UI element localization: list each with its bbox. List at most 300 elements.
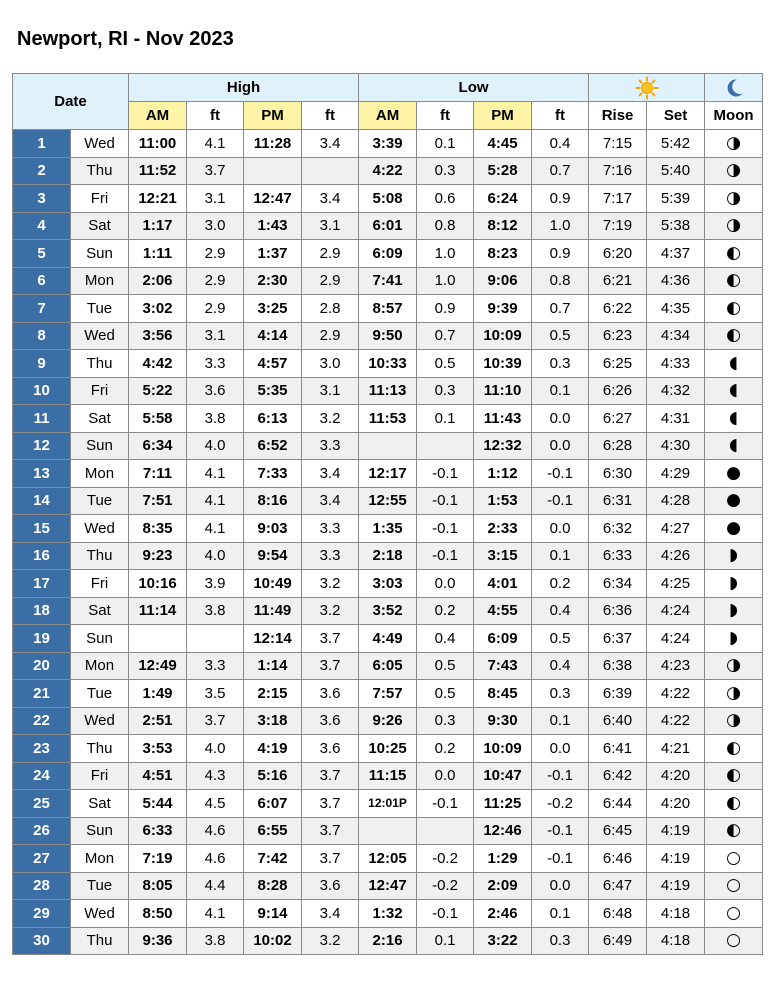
high-pm-time: 9:03 <box>244 515 302 543</box>
day-of-week: Wed <box>71 900 129 928</box>
sunrise-time: 6:38 <box>589 652 647 680</box>
high-pm-time: 11:28 <box>244 130 302 158</box>
high-am-time: 8:35 <box>129 515 187 543</box>
moon-phase-icon <box>705 130 763 158</box>
sunrise-header: Rise <box>589 102 647 130</box>
table-row <box>13 872 763 900</box>
moon-phase-glyph: ◐ <box>726 737 741 758</box>
high-am-time: 2:51 <box>129 707 187 735</box>
low-am-time: 2:16 <box>359 927 417 955</box>
table-row <box>13 515 763 543</box>
day-of-week: Tue <box>71 295 129 323</box>
moon-phase-glyph: ◐ <box>726 325 741 346</box>
low-am-height <box>417 817 474 845</box>
low-am-height: 0.5 <box>417 680 474 708</box>
day-of-week: Sat <box>71 212 129 240</box>
high-pm-height: 3.2 <box>302 405 359 433</box>
low-pm-time: 11:25 <box>474 790 532 818</box>
moon-phase-icon <box>705 817 763 845</box>
low-pm-time: 6:09 <box>474 625 532 653</box>
high-am-time: 11:00 <box>129 130 187 158</box>
sunset-time: 4:26 <box>647 542 705 570</box>
high-am-time: 1:49 <box>129 680 187 708</box>
high-pm-time: 7:33 <box>244 460 302 488</box>
low-pm-time: 8:45 <box>474 680 532 708</box>
high-am-time: 6:33 <box>129 817 187 845</box>
day-of-week: Sat <box>71 790 129 818</box>
high-am-height: 3.9 <box>187 570 244 598</box>
day-of-week: Sun <box>71 817 129 845</box>
table-row <box>13 322 763 350</box>
high-pm-height: 3.2 <box>302 927 359 955</box>
sunset-time: 5:40 <box>647 157 705 185</box>
high-am-time: 1:11 <box>129 240 187 268</box>
high-am-height: 3.8 <box>187 405 244 433</box>
low-pm-ft-header: ft <box>532 102 589 130</box>
table-row <box>13 597 763 625</box>
table-row <box>13 157 763 185</box>
day-number: 14 <box>13 487 71 515</box>
high-pm-height: 3.2 <box>302 570 359 598</box>
high-am-time: 12:21 <box>129 185 187 213</box>
sunrise-time: 6:37 <box>589 625 647 653</box>
moon-phase-glyph: ◖ <box>729 407 739 428</box>
table-row <box>13 652 763 680</box>
high-am-height: 4.1 <box>187 460 244 488</box>
high-pm-time: 9:14 <box>244 900 302 928</box>
low-pm-time: 11:43 <box>474 405 532 433</box>
moon-phase-glyph: ◗ <box>729 600 739 621</box>
low-pm-height: -0.1 <box>532 762 589 790</box>
low-am-time: 10:25 <box>359 735 417 763</box>
low-pm-height: 0.3 <box>532 927 589 955</box>
day-number: 6 <box>13 267 71 295</box>
low-am-time: 10:33 <box>359 350 417 378</box>
sunrise-time: 6:42 <box>589 762 647 790</box>
moon-phase-icon <box>705 212 763 240</box>
low-am-time: 5:08 <box>359 185 417 213</box>
moon-phase-glyph: ◐ <box>726 297 741 318</box>
high-am-time: 2:06 <box>129 267 187 295</box>
sunset-time: 4:20 <box>647 762 705 790</box>
sunrise-time: 6:44 <box>589 790 647 818</box>
table-row <box>13 130 763 158</box>
low-pm-time: 6:24 <box>474 185 532 213</box>
day-number: 26 <box>13 817 71 845</box>
sunrise-time: 6:34 <box>589 570 647 598</box>
high-pm-height: 2.8 <box>302 295 359 323</box>
sunset-time: 4:19 <box>647 845 705 873</box>
sun-icon <box>635 76 659 100</box>
low-pm-time: 12:32 <box>474 432 532 460</box>
low-pm-time: 1:29 <box>474 845 532 873</box>
moon-phase-glyph: ◑ <box>726 132 741 153</box>
low-am-height: 0.8 <box>417 212 474 240</box>
high-am-header: AM <box>129 102 187 130</box>
sunrise-time: 7:19 <box>589 212 647 240</box>
high-pm-height: 3.3 <box>302 542 359 570</box>
sunrise-time: 7:16 <box>589 157 647 185</box>
low-pm-time: 2:33 <box>474 515 532 543</box>
day-number: 15 <box>13 515 71 543</box>
low-am-time: 9:50 <box>359 322 417 350</box>
high-am-height: 3.5 <box>187 680 244 708</box>
sunset-time: 4:32 <box>647 377 705 405</box>
low-pm-time: 4:01 <box>474 570 532 598</box>
low-am-height: -0.1 <box>417 515 474 543</box>
low-pm-height: 0.3 <box>532 350 589 378</box>
table-row <box>13 377 763 405</box>
low-am-height: -0.2 <box>417 872 474 900</box>
low-pm-height: -0.1 <box>532 460 589 488</box>
day-number: 2 <box>13 157 71 185</box>
low-pm-height: 0.0 <box>532 405 589 433</box>
table-row <box>13 680 763 708</box>
day-of-week: Thu <box>71 350 129 378</box>
moon-phase-glyph: ◑ <box>726 710 741 731</box>
day-of-week: Mon <box>71 652 129 680</box>
low-am-height: -0.1 <box>417 790 474 818</box>
day-of-week: Fri <box>71 570 129 598</box>
table-row <box>13 432 763 460</box>
moon-phase-glyph: ◖ <box>729 352 739 373</box>
low-am-height: 0.3 <box>417 707 474 735</box>
tide-table-body <box>13 130 763 955</box>
sunrise-time: 6:22 <box>589 295 647 323</box>
high-pm-time: 2:30 <box>244 267 302 295</box>
day-number: 18 <box>13 597 71 625</box>
moon-phase-glyph: ◐ <box>726 242 741 263</box>
high-pm-height: 3.6 <box>302 872 359 900</box>
low-am-height: 0.6 <box>417 185 474 213</box>
low-am-height: -0.1 <box>417 460 474 488</box>
day-of-week: Thu <box>71 542 129 570</box>
moon-phase-icon <box>705 680 763 708</box>
low-am-height: 0.1 <box>417 130 474 158</box>
day-of-week: Thu <box>71 157 129 185</box>
table-row <box>13 817 763 845</box>
day-number: 22 <box>13 707 71 735</box>
high-am-height: 3.6 <box>187 377 244 405</box>
low-pm-height: 0.7 <box>532 295 589 323</box>
moon-phase-icon <box>705 900 763 928</box>
low-pm-height: 0.3 <box>532 680 589 708</box>
high-pm-time: 10:02 <box>244 927 302 955</box>
high-am-time: 9:36 <box>129 927 187 955</box>
moon-phase-icon <box>705 487 763 515</box>
low-pm-time: 9:30 <box>474 707 532 735</box>
high-pm-time: 2:15 <box>244 680 302 708</box>
day-of-week: Wed <box>71 130 129 158</box>
high-pm-height: 3.6 <box>302 707 359 735</box>
high-am-height: 3.3 <box>187 652 244 680</box>
date-header: Date <box>13 74 129 130</box>
table-row <box>13 240 763 268</box>
sunset-header: Set <box>647 102 705 130</box>
table-row <box>13 762 763 790</box>
high-pm-time: 12:14 <box>244 625 302 653</box>
high-pm-header: PM <box>244 102 302 130</box>
high-pm-time: 3:18 <box>244 707 302 735</box>
moon-phase-glyph: ◐ <box>726 820 741 841</box>
moon-phase-icon <box>705 240 763 268</box>
low-pm-height: 0.5 <box>532 322 589 350</box>
day-of-week: Fri <box>71 377 129 405</box>
moon-phase-icon <box>705 377 763 405</box>
high-pm-height: 3.7 <box>302 817 359 845</box>
high-am-height: 3.8 <box>187 927 244 955</box>
moon-phase-icon <box>705 295 763 323</box>
table-row <box>13 927 763 955</box>
low-am-time: 7:41 <box>359 267 417 295</box>
high-am-height: 2.9 <box>187 267 244 295</box>
low-am-height: 0.3 <box>417 157 474 185</box>
moon-phase-icon <box>705 267 763 295</box>
high-am-time: 3:53 <box>129 735 187 763</box>
moon-phase-icon <box>705 405 763 433</box>
low-am-time: 12:01P <box>359 790 417 818</box>
low-pm-time: 3:22 <box>474 927 532 955</box>
moon-phase-icon <box>705 762 763 790</box>
low-pm-height: 0.8 <box>532 267 589 295</box>
high-am-time: 5:58 <box>129 405 187 433</box>
high-am-time: 8:50 <box>129 900 187 928</box>
high-pm-time: 8:28 <box>244 872 302 900</box>
moon-phase-icon <box>705 927 763 955</box>
moon-phase-icon <box>705 432 763 460</box>
high-header: High <box>129 74 359 102</box>
day-number: 10 <box>13 377 71 405</box>
high-pm-height: 3.4 <box>302 460 359 488</box>
low-pm-height: 0.1 <box>532 900 589 928</box>
sunrise-time: 6:49 <box>589 927 647 955</box>
day-number: 11 <box>13 405 71 433</box>
high-pm-time: 1:43 <box>244 212 302 240</box>
moon-phase-icon <box>705 570 763 598</box>
moon-phase-icon <box>705 515 763 543</box>
day-number: 5 <box>13 240 71 268</box>
low-am-time: 4:49 <box>359 625 417 653</box>
high-am-height: 4.4 <box>187 872 244 900</box>
high-pm-height: 3.7 <box>302 652 359 680</box>
sunset-time: 4:20 <box>647 790 705 818</box>
sunrise-time: 7:15 <box>589 130 647 158</box>
day-number: 19 <box>13 625 71 653</box>
high-am-height: 3.1 <box>187 322 244 350</box>
high-am-time <box>129 625 187 653</box>
high-am-time: 7:11 <box>129 460 187 488</box>
high-pm-time: 1:14 <box>244 652 302 680</box>
moon-phase-glyph: ○ <box>726 847 741 868</box>
high-am-height: 4.1 <box>187 515 244 543</box>
day-of-week: Fri <box>71 762 129 790</box>
moon-header <box>705 74 763 102</box>
sunrise-time: 6:25 <box>589 350 647 378</box>
low-am-height: 0.7 <box>417 322 474 350</box>
high-am-height: 4.0 <box>187 542 244 570</box>
sunrise-time: 6:30 <box>589 460 647 488</box>
moon-phase-header: Moon <box>705 102 763 130</box>
high-pm-height: 3.7 <box>302 845 359 873</box>
high-am-height: 4.3 <box>187 762 244 790</box>
sunset-time: 4:33 <box>647 350 705 378</box>
sunrise-time: 6:23 <box>589 322 647 350</box>
low-am-height <box>417 432 474 460</box>
moon-phase-icon <box>705 845 763 873</box>
sunset-time: 4:25 <box>647 570 705 598</box>
high-am-height: 4.5 <box>187 790 244 818</box>
high-am-height: 3.7 <box>187 707 244 735</box>
sunrise-time: 6:48 <box>589 900 647 928</box>
moon-phase-icon <box>705 542 763 570</box>
day-number: 16 <box>13 542 71 570</box>
day-number: 24 <box>13 762 71 790</box>
sunrise-time: 6:20 <box>589 240 647 268</box>
low-am-height: -0.1 <box>417 487 474 515</box>
low-am-height: 0.1 <box>417 405 474 433</box>
sunset-time: 4:28 <box>647 487 705 515</box>
sunrise-time: 6:45 <box>589 817 647 845</box>
table-row <box>13 707 763 735</box>
sunrise-time: 6:46 <box>589 845 647 873</box>
moon-phase-icon <box>705 652 763 680</box>
high-pm-time: 6:07 <box>244 790 302 818</box>
sunset-time: 4:18 <box>647 927 705 955</box>
low-am-height: -0.1 <box>417 542 474 570</box>
sunrise-time: 6:28 <box>589 432 647 460</box>
table-row <box>13 267 763 295</box>
low-pm-height: 0.1 <box>532 542 589 570</box>
moon-phase-glyph: ◑ <box>726 160 741 181</box>
high-pm-height: 3.3 <box>302 432 359 460</box>
moon-phase-glyph: ◑ <box>726 187 741 208</box>
sunset-time: 4:37 <box>647 240 705 268</box>
low-pm-time: 12:46 <box>474 817 532 845</box>
low-am-height: 0.1 <box>417 927 474 955</box>
sunset-time: 5:39 <box>647 185 705 213</box>
day-of-week: Thu <box>71 735 129 763</box>
high-pm-height: 3.4 <box>302 185 359 213</box>
day-number: 23 <box>13 735 71 763</box>
moon-phase-glyph: ◐ <box>726 270 741 291</box>
high-pm-height <box>302 157 359 185</box>
high-am-height <box>187 625 244 653</box>
moon-phase-glyph: ● <box>726 462 741 483</box>
day-number: 12 <box>13 432 71 460</box>
table-row <box>13 185 763 213</box>
high-pm-height: 3.7 <box>302 625 359 653</box>
day-number: 17 <box>13 570 71 598</box>
low-pm-time: 8:23 <box>474 240 532 268</box>
day-number: 25 <box>13 790 71 818</box>
high-pm-time <box>244 157 302 185</box>
moon-phase-glyph: ● <box>726 517 741 538</box>
high-am-height: 4.1 <box>187 487 244 515</box>
day-number: 1 <box>13 130 71 158</box>
low-pm-time: 3:15 <box>474 542 532 570</box>
high-am-time: 7:19 <box>129 845 187 873</box>
sunrise-time: 6:27 <box>589 405 647 433</box>
day-number: 9 <box>13 350 71 378</box>
table-row <box>13 212 763 240</box>
high-pm-time: 12:47 <box>244 185 302 213</box>
moon-phase-icon <box>705 460 763 488</box>
moon-phase-icon <box>705 157 763 185</box>
low-am-height: -0.1 <box>417 900 474 928</box>
low-pm-height: 0.5 <box>532 625 589 653</box>
high-pm-height: 2.9 <box>302 240 359 268</box>
high-pm-height: 3.1 <box>302 377 359 405</box>
sunrise-time: 6:41 <box>589 735 647 763</box>
moon-phase-glyph: ◐ <box>726 765 741 786</box>
table-row <box>13 570 763 598</box>
moon-phase-icon <box>705 597 763 625</box>
sunrise-time: 6:40 <box>589 707 647 735</box>
high-pm-height: 3.7 <box>302 790 359 818</box>
sunset-time: 4:23 <box>647 652 705 680</box>
sunset-time: 4:36 <box>647 267 705 295</box>
tide-table <box>12 73 763 955</box>
high-pm-time: 4:19 <box>244 735 302 763</box>
low-pm-height: 0.7 <box>532 157 589 185</box>
low-am-time: 6:09 <box>359 240 417 268</box>
sunset-time: 4:24 <box>647 625 705 653</box>
high-pm-height: 3.0 <box>302 350 359 378</box>
table-row <box>13 625 763 653</box>
day-of-week: Sat <box>71 405 129 433</box>
sunset-time: 4:19 <box>647 872 705 900</box>
day-of-week: Sun <box>71 625 129 653</box>
low-pm-time: 10:09 <box>474 322 532 350</box>
moon-phase-glyph: ○ <box>726 930 741 951</box>
high-am-height: 3.1 <box>187 185 244 213</box>
day-number: 8 <box>13 322 71 350</box>
low-am-time: 6:01 <box>359 212 417 240</box>
low-pm-time: 1:12 <box>474 460 532 488</box>
high-am-time: 11:52 <box>129 157 187 185</box>
high-am-height: 3.8 <box>187 597 244 625</box>
low-am-time: 12:47 <box>359 872 417 900</box>
sunset-time: 4:31 <box>647 405 705 433</box>
moon-phase-glyph: ○ <box>726 875 741 896</box>
table-row <box>13 845 763 873</box>
day-number: 28 <box>13 872 71 900</box>
high-pm-height: 3.7 <box>302 762 359 790</box>
low-pm-time: 4:55 <box>474 597 532 625</box>
low-am-time: 3:39 <box>359 130 417 158</box>
table-row <box>13 900 763 928</box>
high-am-height: 4.6 <box>187 845 244 873</box>
sunrise-time: 6:21 <box>589 267 647 295</box>
low-am-time: 6:05 <box>359 652 417 680</box>
low-pm-height: 0.9 <box>532 240 589 268</box>
high-am-height: 4.1 <box>187 900 244 928</box>
crescent-moon-icon <box>723 77 745 99</box>
moon-phase-icon <box>705 350 763 378</box>
low-am-height: 0.0 <box>417 762 474 790</box>
moon-phase-icon <box>705 872 763 900</box>
high-pm-time: 4:57 <box>244 350 302 378</box>
high-am-time: 12:49 <box>129 652 187 680</box>
moon-phase-glyph: ◗ <box>729 572 739 593</box>
table-row <box>13 542 763 570</box>
low-pm-height: 0.0 <box>532 515 589 543</box>
sunrise-time: 6:36 <box>589 597 647 625</box>
high-pm-height: 3.6 <box>302 680 359 708</box>
low-am-height: 0.4 <box>417 625 474 653</box>
high-pm-time: 6:52 <box>244 432 302 460</box>
low-am-time <box>359 432 417 460</box>
